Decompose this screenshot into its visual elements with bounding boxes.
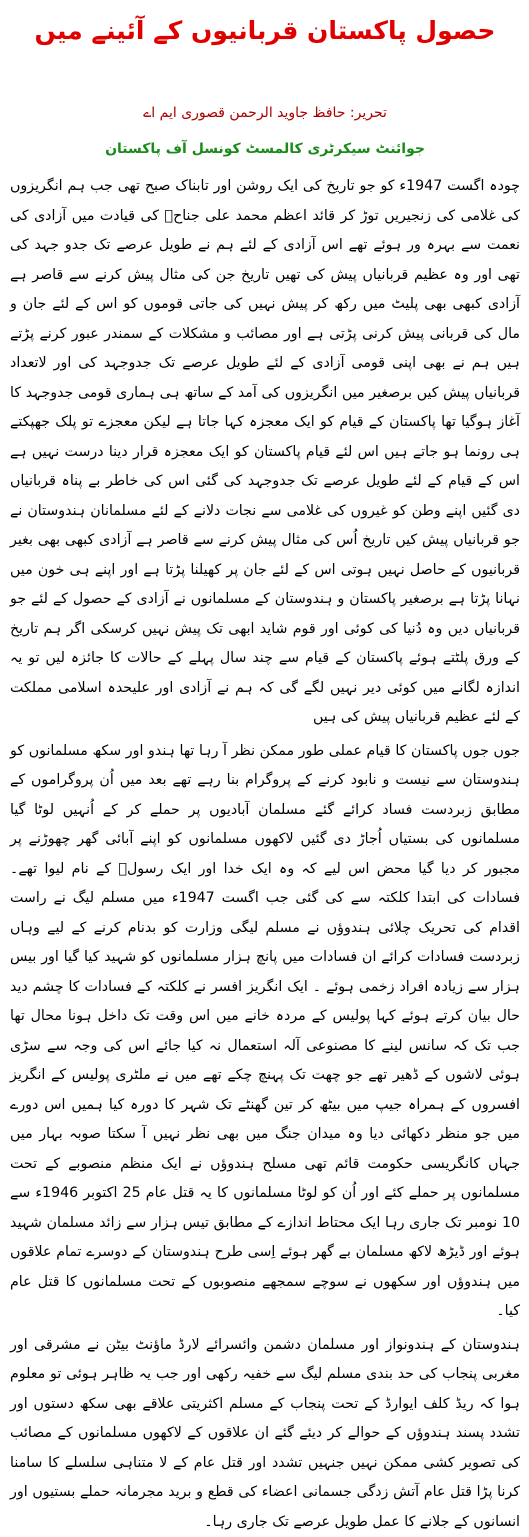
article-paragraph: ہندوستان کے ہندونواز اور مسلمان دشمن وائسرائے لارڈ ماؤنٹ بیٹن نے مشرقی اور مغربی پنجاب کی حد بندی مسلم لیگ سے خفیہ رکھی اور جب یہ ظاہر ہوئی تو معلوم ہوا کہ ریڈ کلف ایوارڈ کے تحت پنجاب کے مسلم اکثریتی علاقے بھی سکھ دستوں اور تشدد پسند ہندوؤں کے حوالے کر دیئے گئے ان علاقوں کے لاکھوں مسلمانوں کے مصائب کی تصویر کشی ممکن نہیں جنہیں تشدد اور قتل عام کے لا متناہی سلسلے کا سامنا کرنا پڑا قتل عام آتش زدگی جسمانی اعضاء کی قطع و برید مجرمانہ حملے بستیوں اور انسانوں کے جلانے کا عمل طویل عرصے تک جاری رہا۔ [10,1331,520,1537]
article-author: تحریر: حافظ جاوید الرحمن قصوری ایم اے [10,102,520,124]
article-paragraph: جوں جوں پاکستان کا قیام عملی طور ممکن نظر آ رہا تھا ہندو اور سکھ مسلمانوں کو ہندوستان سے نیست و نابود کرنے کے پروگرام بنا رہے تھے بعد میں اُن پروگراموں کے مطابق زبردست فساد کرائے گئے مسلمان آبادیوں پر حملے کر کے اُنہیں لوٹا گیا مسلمانوں کی بستیاں اُجاڑ دی گئیں لاکھوں مسلمانوں کو اپنے آبائی گھر چھوڑنے پر مجبور کر دیا گیا محض اس لیے کہ وہ ایک خدا اور ایک رسولؐ کے نام لیوا تھے۔ فسادات کی ابتدا کلکتہ سے کی گئی جب اگست 1947ء میں مسلم لیگ نے راست اقدام کی تحریک چلائی ہندوؤں نے مسلم لیگی وزارت کو بدنام کرنے کے لیے وہاں زبردست فسادات کرائے ان فسادات میں پانچ ہزار مسلمانوں کو شہید کیا گیا اور بیس ہزار سے زیادہ افراد زخمی ہوئے ۔ ایک انگریز افسر نے کلکتہ کے فسادات کا چشم دید حال بیان کرتے ہوئے کہا پولیس کے مردہ خانے میں اس وقت تک داخل ہونا محال تھا جب تک کہ سانس لینے کا مصنوعی آلہ استعمال نہ کیا جائے اس کی وجہ سے سڑی ہوئی لاشوں کے ڈھیر تھے جو چھت تک پہنچ چکے تھے میں نے ملٹری پولیس کے انگریز افسروں کے ہمراہ جیپ میں بیٹھ کر تین گھنٹے تک شہر کا دورہ کیا ہمیں اس دورے میں جو منظر دکھائی دیا وہ میدان جنگ میں بھی نظر نہیں آ سکتا صوبہ بہار میں جہاں کانگریسی حکومت قائم تھی مسلح ہندوؤں نے ایک منظم منصوبے کے تحت مسلمانوں پر حملے کئے اور اُن کو لوٹا مسلمانوں کا یہ قتل عام 25 اکتوبر 1946ء سے 10 نومبر تک جاری رہا ایک محتاط اندازے کے مطابق تیس ہزار سے زائد مسلمان شہید ہوئے اور ڈیڑھ لاکھ مسلمان بے گھر ہوئے اِسی طرح ہندوستان کے دوسرے تمام علاقوں میں ہندوؤں اور سکھوں نے سوچے سمجھے منصوبوں کے تحت مسلمانوں کا قتل عام کیا۔ [10,737,520,1327]
article-body [10,172,520,1537]
author-role: جوائنٹ سیکرٹری کالمسٹ کونسل آف پاکستان [10,138,520,160]
article-title: حصول پاکستان قربانیوں کے آئینے میں [10,14,520,48]
article-paragraph: چودہ اگست 1947ء کو جو تاریخ کی ایک روشن اور تابناک صبح تھی جب ہم انگریزوں کی غلامی کی زنجیریں توڑ کر قائد اعظم محمد علی جناحؒ کی قیادت میں آزادی کی نعمت سے بہرہ ور ہوئے تھے اس آزادی کے لئے ہم نے طویل عرصے تک جدو جہد کی تھی اور وہ عظیم قربانیاں پیش کی تھیں تاریخ جن کی مثال پیش کرنے سے قاصر ہے آزادی کبھی بھی پلیٹ میں رکھ کر پیش نہیں کی جاتی قوموں کو اس کے لئے جان و مال کی قربانی پیش کرنی پڑتی ہے اور مصائب و مشکلات کے سمندر عبور کرنے پڑتے ہیں ہم نے بھی اپنی قومی آزادی کے لئے طویل عرصے تک جدوجہد کی اور لاتعداد قربانیاں پیش کیں برصغیر میں انگریزوں کی آمد کے ساتھ ہی ہماری قومی جدوجہد کا آغاز ہوگیا تھا پاکستان کے قیام کو ایک معجزہ کہا جاتا ہے لیکن معجزے تو پلک جھپکتے ہی رونما ہو جاتے ہیں اس لئے قیام پاکستان کو ایک معجزہ قرار دینا درست نہیں ہے اس کے قیام کے لئے طویل عرصے تک جدوجہد کی گئی اس کی خاطر بے پناہ قربانیاں دی گئیں اپنے وطن کو غیروں کی غلامی سے نجات دلانے کے لئے مسلمانان ہندوستان نے جو قربانیاں پیش کیں تاریخ اُس کی مثال پیش کرنے سے قاصر ہے آزادی کبھی بھی بغیر قربانیوں کے حاصل نہیں ہوتی اس کے لئے جان پر کھیلنا پڑتا ہے اور اپنے ہی خون میں نہانا پڑتا ہے برصغیر پاکستان و ہندوستان کے مسلمانوں نے آزادی کے حصول کے لئے جو قربانیاں دیں وہ دُنیا کی کوئی اور قوم شاید ابھی تک پیش نہیں کرسکی اگر ہم تاریخ کے ورق پلٹتے ہوئے پاکستان کے قیام سے چند سال پہلے کے حالات کا جائزہ لیں تو یہ اندازہ لگانے میں کوئی دیر نہیں لگے گی کہ ہم نے آزادی اور علیحدہ اسلامی مملکت کے لئے عظیم قربانیاں پیش کی ہیں [10,172,520,733]
